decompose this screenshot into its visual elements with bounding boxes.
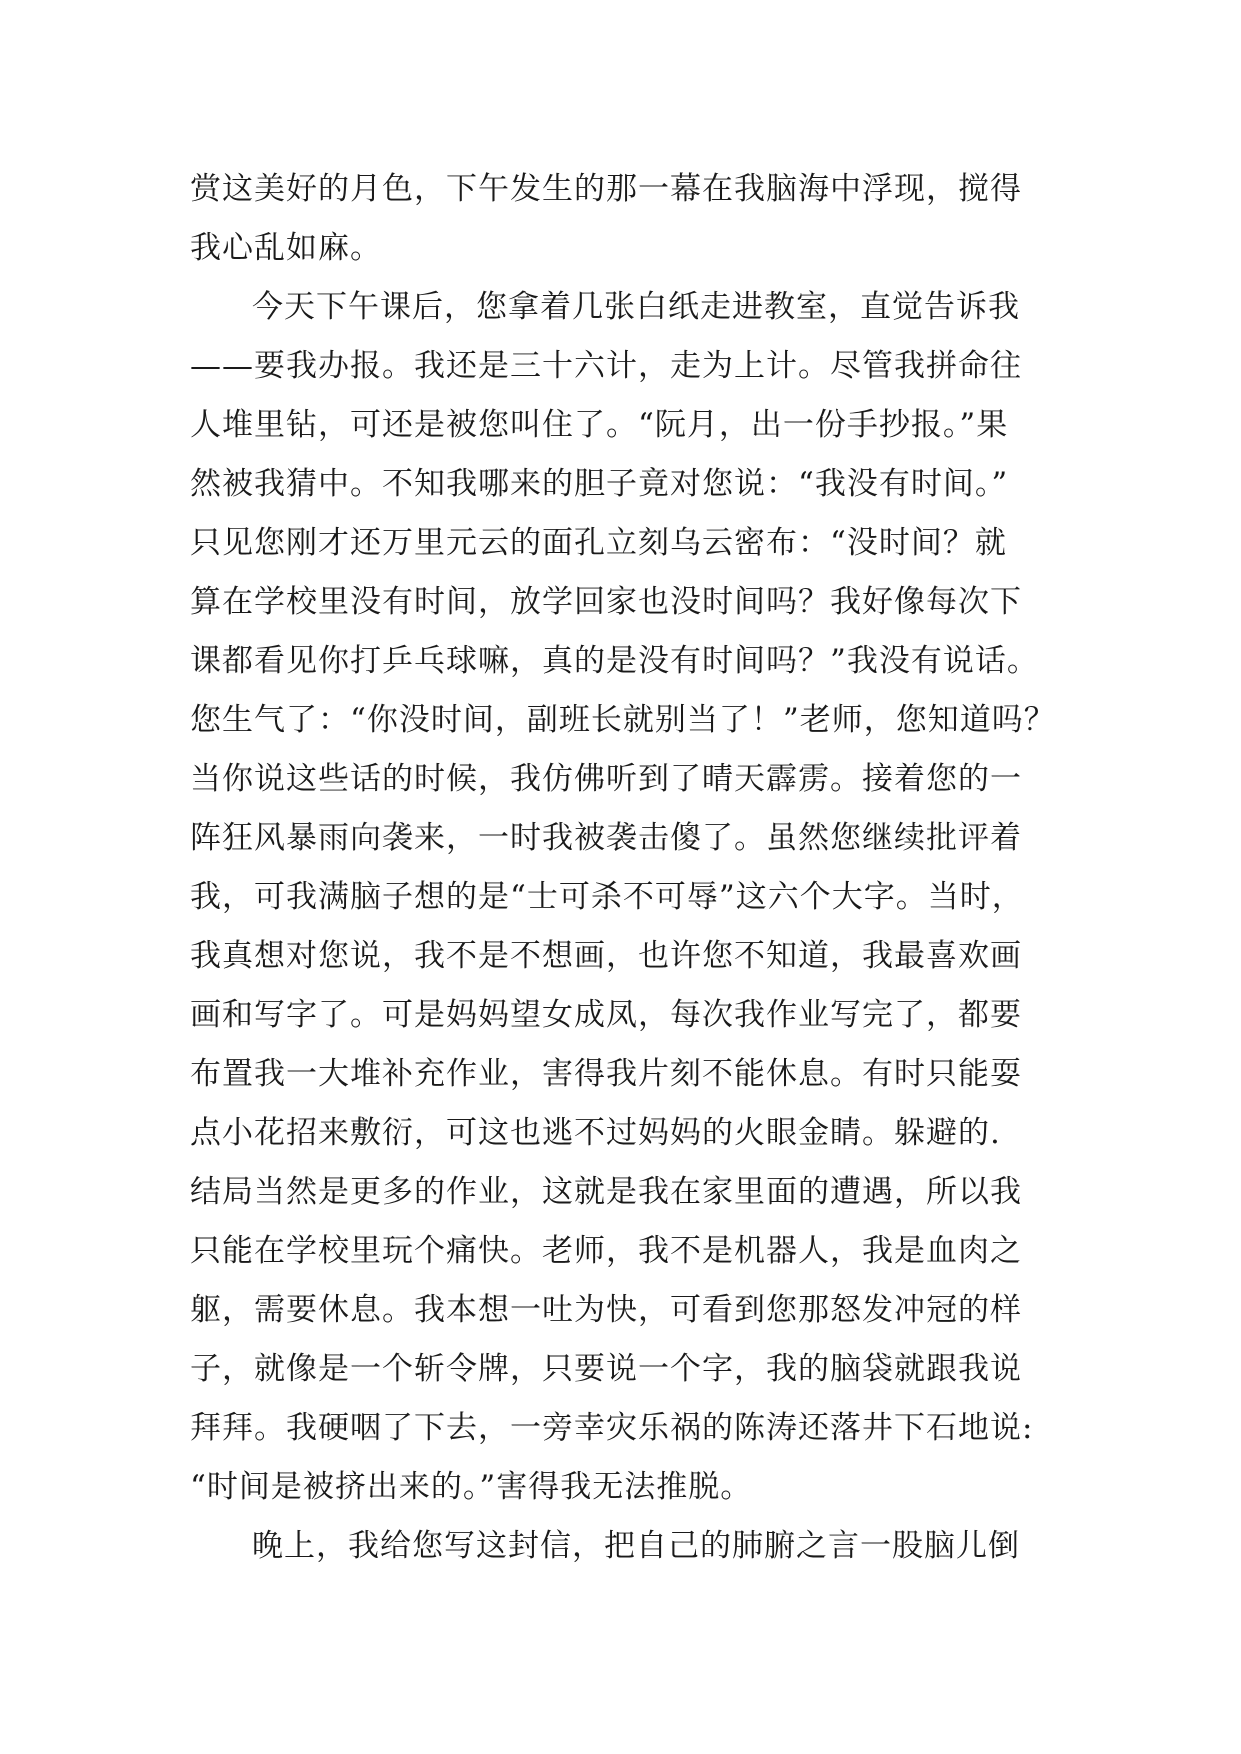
text-line: 子，就像是一个斩令牌，只要说一个字，我的脑袋就跟我说	[190, 1351, 1022, 1387]
text-line: 布置我一大堆补充作业，害得我片刻不能休息。有时只能耍	[190, 1056, 1022, 1092]
text-line: 晚上，我给您写这封信，把自己的肺腑之言一股脑儿倒	[252, 1528, 1020, 1564]
text-line: 赏这美好的月色，下午发生的那一幕在我脑海中浮现，搅得	[190, 171, 1022, 207]
text-line: 我真想对您说，我不是不想画，也许您不知道，我最喜欢画	[190, 938, 1022, 974]
text-line: 只能在学校里玩个痛快。老师，我不是机器人，我是血肉之	[190, 1233, 1022, 1269]
text-line: 只见您刚才还万里元云的面孔立刻乌云密布：“没时间？就	[190, 525, 1007, 561]
text-line: 我心乱如麻。	[190, 230, 382, 266]
text-line: 画和写字了。可是妈妈望女成凤，每次我作业写完了，都要	[190, 997, 1022, 1033]
text-line: 点小花招来敷衍，可这也逃不过妈妈的火眼金睛。躲避的.	[190, 1115, 1001, 1151]
text-line: 当你说这些话的时候，我仿佛听到了晴天霹雳。接着您的一	[190, 761, 1022, 797]
text-line: 人堆里钻，可还是被您叫住了。“阮月，出一份手抄报。”果	[190, 407, 1009, 443]
text-line: 躯，需要休息。我本想一吐为快，可看到您那怒发冲冠的样	[190, 1292, 1022, 1328]
text-line: 然被我猜中。不知我哪来的胆子竟对您说：“我没有时间。”	[190, 466, 1009, 502]
text-line: 您生气了：“你没时间，副班长就别当了！”老师，您知道吗？	[190, 702, 1056, 738]
text-line: ——要我办报。我还是三十六计，走为上计。尽管我拼命往	[190, 348, 1022, 384]
paragraph-3	[190, 1517, 1050, 1576]
paragraph-2	[190, 278, 1056, 1517]
text-line: 拜拜。我硬咽了下去，一旁幸灾乐祸的陈涛还落井下石地说:	[190, 1410, 1034, 1446]
text-line: 结局当然是更多的作业，这就是我在家里面的遭遇，所以我	[190, 1174, 1022, 1210]
paragraph-1	[190, 160, 1050, 278]
text-line: 阵狂风暴雨向袭来，一时我被袭击傻了。虽然您继续批评着	[190, 820, 1022, 856]
text-line: 今天下午课后，您拿着几张白纸走进教室，直觉告诉我	[252, 289, 1020, 325]
letter-body	[190, 160, 1056, 1576]
text-line: “时间是被挤出来的。”害得我无法推脱。	[190, 1469, 753, 1505]
text-line: 课都看见你打乒乓球嘛，真的是没有时间吗？”我没有说话。	[190, 643, 1039, 679]
text-line: 我，可我满脑子想的是“士可杀不可辱”这六个大字。当时，	[190, 879, 1024, 915]
text-line: 算在学校里没有时间，放学回家也没时间吗？我好像每次下	[190, 584, 1022, 620]
